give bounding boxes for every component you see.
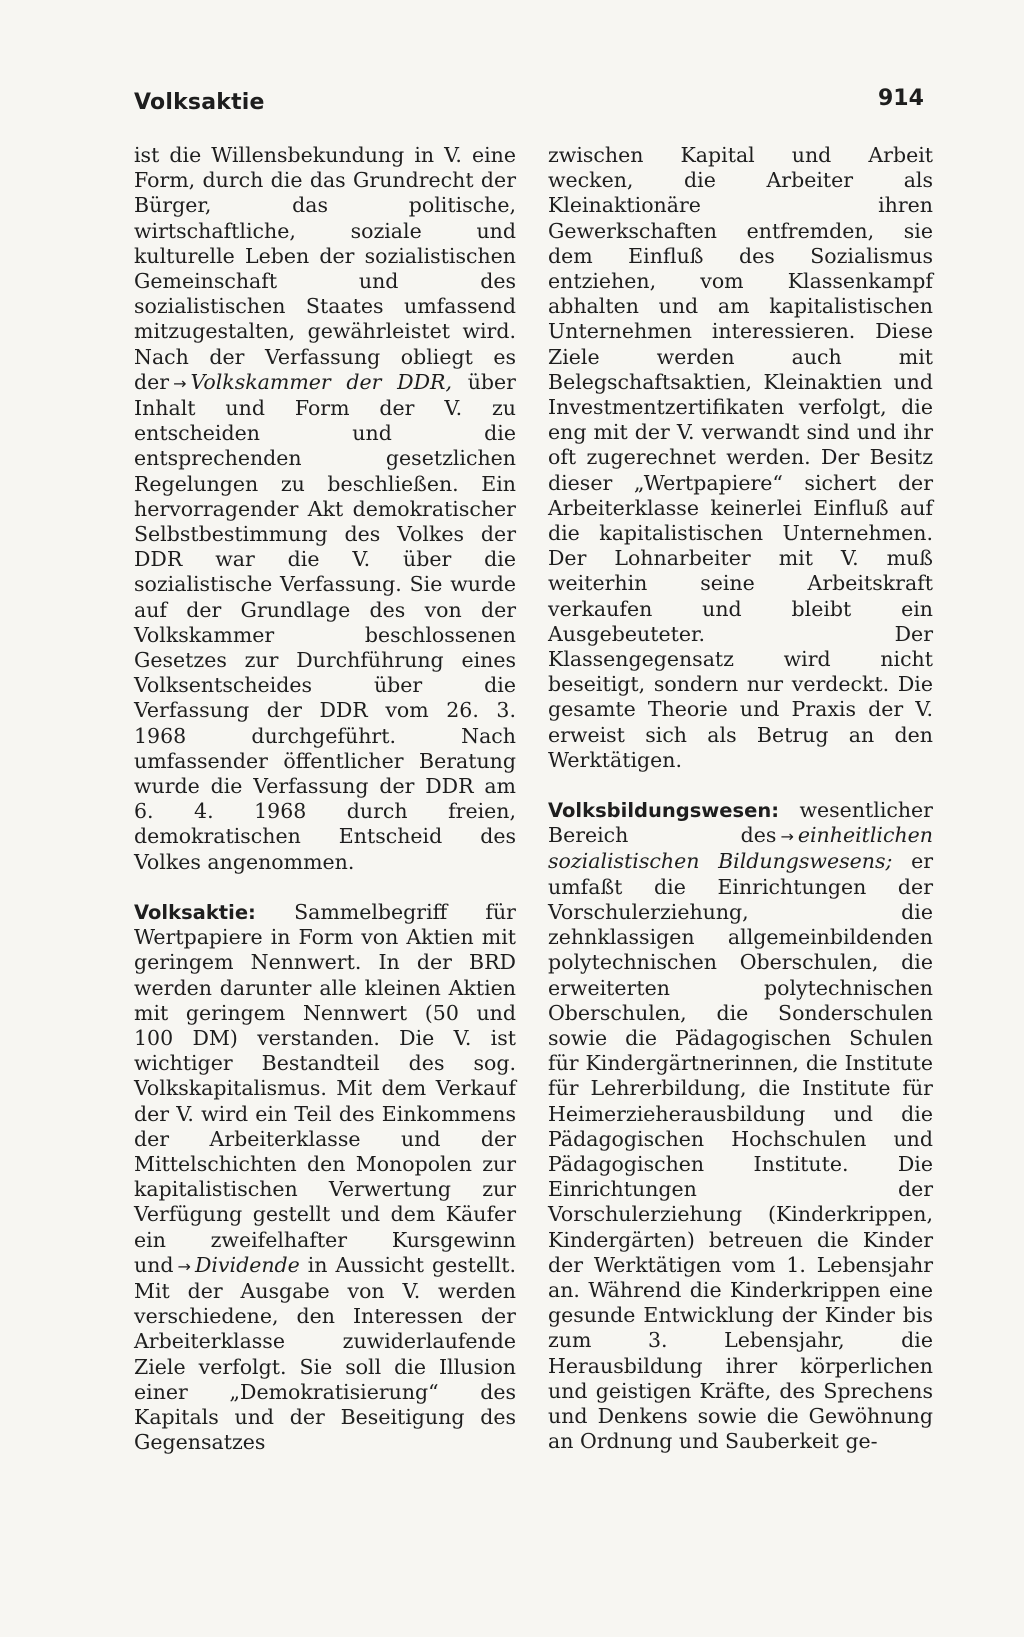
right-column	[548, 143, 933, 1454]
cross-reference-arrow-icon: →	[780, 827, 794, 847]
cross-reference-link[interactable]: Volkskammer der DDR,	[190, 369, 452, 394]
entry-term: Volksbildungswesen:	[548, 799, 780, 823]
body-text: über Inhalt und Form der V. zu entscheiden und die entsprechenden gesetzlichen Regelungen zu beschließen. Ein hervorragender Akt demokratischer Selbstbestimmung des Volkes der DDR war die V. über die sozialistische Verfassung. Sie wurde auf der Grundlage des von der Volkskammer beschlossenen Gesetzes zur Durchführung eines Volksentscheides über die Verfassung der DDR vom 26. 3. 1968 durchgeführt. Nach umfassender öffentlicher Beratung wurde die Verfassung der DDR am 6. 4. 1968 durch freien, demokratischen Entscheid des Volkes angenommen.	[134, 369, 516, 874]
body-text: Sammelbegriff für Wertpapiere in Form von Aktien mit geringem Nennwert. In der BRD werden darunter alle kleinen Aktien mit geringem Nennwert (50 und 100 DM) verstanden. Die V. ist wichtiger Bestandteil des sog. Volkskapitalismus. Mit dem Verkauf der V. wird ein Teil des Einkommens der Arbeiterklasse und der Mittelschichten den Monopolen zur kapitalistischen Verwertung zur Verfügung gestellt und dem Käufer ein zweifelhafter Kursgewinn und	[134, 899, 516, 1277]
entry-volksbildungswesen	[548, 798, 933, 1454]
entry-volksaktie	[134, 900, 516, 1455]
cross-reference-link[interactable]: einheitlichen sozialistischen Bildungswesens;	[548, 823, 933, 874]
cross-reference-arrow-icon: →	[173, 373, 187, 393]
body-text: ist die Willensbekundung in V. eine Form, durch die das Grundrecht der Bürger, das politische, wirtschaftliche, soziale und kulturelle Leben der sozialistischen Gemeinschaft und des sozialistischen Staates umfassend mitzugestalten, gewährleistet wird. Nach der Verfassung obliegt es der	[134, 143, 516, 394]
cross-reference-link[interactable]: Dividende	[194, 1252, 300, 1277]
body-text: er umfaßt die Einrichtungen der Vorschulerziehung, die zehnklassigen allgemeinbildenden polytechnischen Oberschulen, die erweiterten polytechnischen Oberschulen, die Sonderschulen sowie die Pädagogischen Schulen für Kindergärtnerinnen, die Institute für Lehrerbildung, die Institute für Heimerzieherausbildung und die Pädagogischen Hochschulen und Pädagogischen Institute. Die Einrichtungen der Vorschulerziehung (Kinderkrippen, Kindergärten) betreuen die Kinder der Werktätigen vom 1. Lebensjahr an. Während die Kinderkrippen eine gesunde Entwicklung der Kinder bis zum 3. Lebensjahr, die Herausbildung ihrer körperlichen und geistigen Kräfte, des Sprechens und Denkens sowie die Gewöhnung an Ordnung und Sauberkeit ge-	[548, 849, 933, 1454]
page-number: 914	[878, 86, 924, 111]
left-column	[134, 143, 516, 1455]
cross-reference-arrow-icon: →	[177, 1256, 191, 1276]
entry-continuation-paragraph	[548, 143, 933, 773]
body-text: zwischen Kapital und Arbeit wecken, die Arbeiter als Kleinaktionäre ihren Gewerkschaften entfremden, sie dem Einfluß des Sozialismus entziehen, vom Klassenkampf abhalten und am kapitalistischen Unternehmen interessieren. Diese Ziele werden auch mit Belegschaftsaktien, Kleinaktien und Investmentzertifikaten verfolgt, die eng mit der V. verwandt sind und ihr oft zugerechnet werden. Der Besitz dieser „Wertpapiere“ sichert der Arbeiterklasse keinerlei Einfluß auf die kapitalistischen Unternehmen. Der Lohnarbeiter mit V. muß weiterhin seine Arbeitskraft verkaufen und bleibt ein Ausgebeuteter. Der Klassengegensatz wird nicht beseitigt, sondern nur verdeckt. Die gesamte Theorie und Praxis der V. erweist sich als Betrug an den Werktätigen.	[548, 143, 933, 772]
entry-term: Volksaktie:	[134, 900, 256, 924]
entry-continuation-paragraph	[134, 143, 516, 875]
body-text: in Aussicht gestellt. Mit der Ausgabe von V. werden verschiedene, den Interessen der Arbeiterklasse zuwiderlaufende Ziele verfolgt. Sie soll die Illusion einer „Demokratisierung“ des Kapitals und der Beseitigung des Gegensatzes	[134, 1252, 516, 1455]
running-head: Volksaktie	[134, 90, 265, 115]
body-text: wesentlicher Bereich des	[548, 798, 933, 848]
